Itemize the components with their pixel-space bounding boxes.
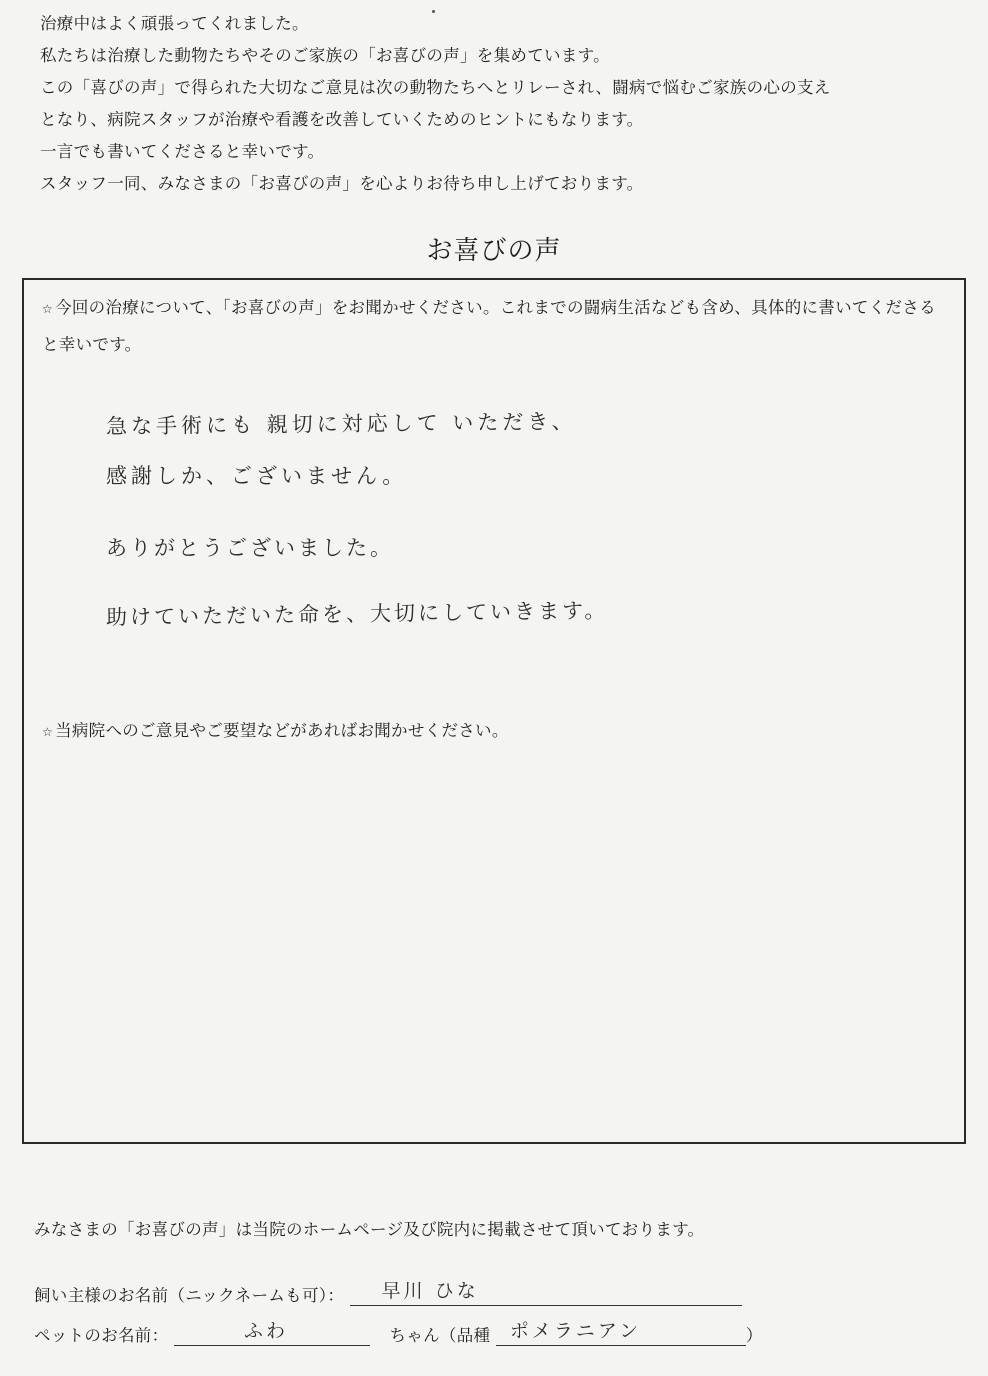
- question-2-text: 当病院へのご意見やご要望などがあればお聞かせください。: [55, 721, 509, 740]
- handwritten-answer-line[interactable]: ありがとうございました。: [106, 536, 394, 560]
- star-icon: ☆: [42, 725, 54, 739]
- intro-line: 私たちは治療した動物たちやそのご家族の「お喜びの声」を集めています。: [40, 46, 610, 65]
- pet-name-value: ふわ: [243, 1320, 288, 1342]
- publish-note: みなさまの「お喜びの声」は当院のホームページ及び院内に掲載させて頂いております。: [34, 1220, 705, 1239]
- handwritten-answer-line[interactable]: 助けていただいた命を、大切にしていきます。: [105, 598, 609, 630]
- intro-line: この「喜びの声」で得られた大切なご意見は次の動物たちへとリレーされ、闘病で悩むご家族の心の支え: [40, 78, 831, 97]
- pet-name-row: [34, 1322, 763, 1346]
- intro-line: スタッフ一同、みなさまの「お喜びの声」を心よりお待ち申し上げております。: [40, 174, 644, 193]
- question-2: [42, 713, 509, 750]
- breed-field[interactable]: [496, 1320, 746, 1346]
- question-1-text: 今回の治療について、「お喜びの声」をお聞かせください。これまでの闘病生活なども含め、具体的に書いてくださると幸いです。: [42, 298, 936, 354]
- pet-name-field[interactable]: [174, 1320, 370, 1346]
- breed-value: ポメラニアン: [509, 1320, 642, 1342]
- owner-name-field[interactable]: [350, 1280, 742, 1306]
- question-1: [42, 290, 947, 362]
- feedback-box: [22, 278, 966, 1144]
- owner-name-label: 飼い主様のお名前（ニックネームも可）：: [34, 1286, 345, 1305]
- pet-name-label: ペットのお名前：: [34, 1326, 169, 1345]
- star-icon: ☆: [42, 302, 54, 316]
- form-title: お喜びの声: [426, 236, 562, 266]
- pet-suffix-label: ちゃん（品種: [389, 1326, 491, 1345]
- intro-line: となり、病院スタッフが治療や看護を改善していくためのヒントにもなります。: [40, 110, 644, 129]
- intro-line: 治療中はよく頑張ってくれました。: [40, 14, 309, 33]
- answer-2-area[interactable]: [42, 760, 947, 1120]
- owner-name-value: 早川 ひな: [381, 1280, 479, 1302]
- intro-line: 一言でも書いてくださると幸いです。: [40, 142, 325, 161]
- handwritten-answer-line[interactable]: 感謝しか、ございません。: [106, 464, 408, 488]
- handwritten-answer-line[interactable]: 急な手術にも 親切に対応して いただき、: [105, 409, 577, 439]
- intro-text: [40, 8, 970, 200]
- owner-name-row: [34, 1282, 742, 1306]
- close-paren: ）: [745, 1326, 763, 1345]
